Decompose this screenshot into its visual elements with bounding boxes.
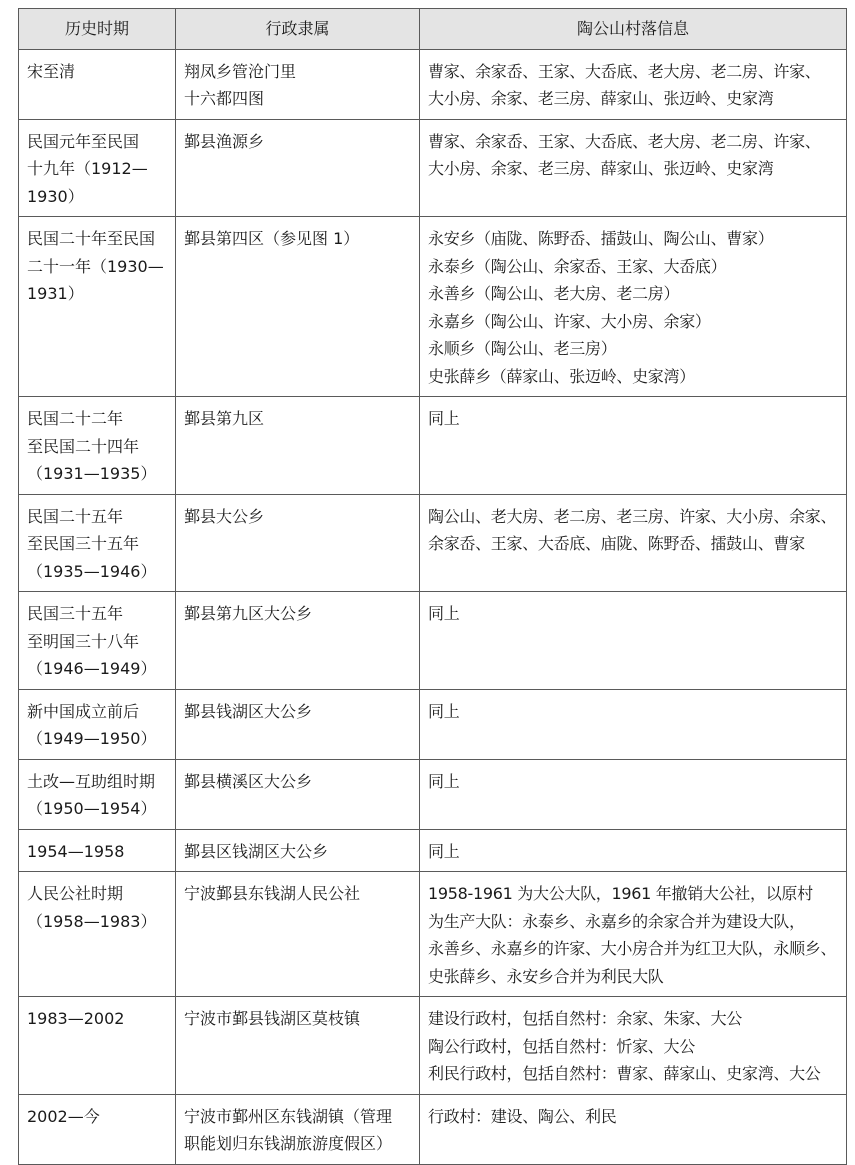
- village-info-line: 史张薛乡（薛家山、张迈岭、史家湾）: [428, 366, 695, 386]
- village-info-cell: [420, 997, 847, 1095]
- period-cell: [19, 997, 176, 1095]
- village-info-cell: [420, 49, 847, 119]
- admin-line: 宁波市鄞县钱湖区莫枝镇: [184, 1009, 361, 1028]
- period-line: 民国二十年至民国: [27, 229, 156, 248]
- village-info-line: 曹家、余家岙、王家、大岙底、老大房、老二房、许家、: [428, 131, 821, 151]
- admin-line: 鄞县第九区: [184, 409, 265, 428]
- village-info-cell: [420, 592, 847, 690]
- period-line: 至民国二十四年: [27, 436, 140, 456]
- period-line: 1983—2002: [27, 1009, 125, 1028]
- history-table-container: [18, 8, 846, 1165]
- village-info-line: 永善乡、永嘉乡的许家、大小房合并为红卫大队，永顺乡、: [428, 939, 837, 958]
- period-line: 新中国成立前后: [27, 701, 140, 721]
- table-row: [19, 592, 847, 690]
- village-info-cell: [420, 759, 847, 829]
- period-line: 民国三十五年: [27, 604, 124, 623]
- period-line: 二十一年（1930—: [27, 256, 164, 276]
- period-cell: [19, 119, 176, 217]
- admin-line: 宁波市鄞州区东钱湖镇（管理: [184, 1106, 393, 1126]
- admin-cell: [176, 829, 420, 872]
- admin-cell: [176, 1094, 420, 1164]
- village-info-line: 永嘉乡（陶公山、许家、大小房、余家）: [428, 311, 711, 331]
- period-line: 1954—1958: [27, 841, 125, 861]
- admin-cell: [176, 592, 420, 690]
- table-row: [19, 689, 847, 759]
- village-info-line: 1958-1961 为大公大队，1961 年撤销大公社，以原村: [428, 884, 813, 903]
- period-line: 土改—互助组时期: [27, 771, 156, 791]
- village-info-cell: [420, 217, 847, 397]
- village-info-line: 利民行政村，包括自然村：曹家、薛家山、史家湾、大公: [428, 1064, 821, 1083]
- village-info-cell: [420, 494, 847, 592]
- period-cell: [19, 689, 176, 759]
- table-row: [19, 997, 847, 1095]
- period-line: 1931）: [27, 284, 84, 303]
- period-cell: [19, 397, 176, 495]
- village-info-line: 同上: [428, 604, 460, 623]
- period-line: 宋至清: [27, 61, 76, 81]
- admin-cell: [176, 759, 420, 829]
- table-row: [19, 119, 847, 217]
- admin-line: 鄞县第四区（参见图 1）: [184, 229, 360, 248]
- admin-line: 宁波鄞县东钱湖人民公社: [184, 884, 361, 903]
- admin-cell: [176, 217, 420, 397]
- period-line: 1930）: [27, 186, 84, 206]
- period-line: 至明国三十八年: [27, 631, 140, 651]
- admin-line: 鄞县横溪区大公乡: [184, 771, 313, 791]
- period-cell: [19, 217, 176, 397]
- period-line: 民国元年至民国: [27, 131, 140, 151]
- village-info-cell: [420, 689, 847, 759]
- village-info-line: 同上: [428, 771, 460, 791]
- admin-cell: [176, 872, 420, 997]
- village-info-line: 为生产大队：永泰乡、永嘉乡的余家合并为建设大队，: [428, 911, 805, 931]
- village-info-line: 史张薛乡、永安乡合并为利民大队: [428, 966, 664, 986]
- table-row: [19, 872, 847, 997]
- period-line: （1949—1950）: [27, 729, 157, 748]
- village-info-line: 陶公山、老大房、老二房、老三房、许家、大小房、余家、: [428, 506, 837, 526]
- village-info-line: 大小房、余家、老三房、薛家山、张迈岭、史家湾: [428, 159, 774, 178]
- table-row: [19, 829, 847, 872]
- village-info-line: 同上: [428, 701, 460, 721]
- village-info-cell: [420, 1094, 847, 1164]
- admin-cell: [176, 494, 420, 592]
- village-info-cell: [420, 829, 847, 872]
- table-row: [19, 1094, 847, 1164]
- village-info-line: 曹家、余家岙、王家、大岙底、老大房、老二房、许家、: [428, 61, 821, 81]
- period-line: 十九年（1912—: [27, 159, 148, 178]
- village-info-line: 余家岙、王家、大岙底、庙陇、陈野岙、擂鼓山、曹家: [428, 534, 805, 553]
- admin-line: 十六都四图: [184, 89, 265, 108]
- table-header: [19, 9, 847, 50]
- period-cell: [19, 1094, 176, 1164]
- village-info-line: 行政村：建设、陶公、利民: [428, 1106, 617, 1126]
- history-table: [18, 8, 847, 1165]
- admin-cell: [176, 689, 420, 759]
- village-info-line: 永善乡（陶公山、老大房、老二房）: [428, 284, 680, 303]
- admin-cell: [176, 119, 420, 217]
- village-info-cell: [420, 872, 847, 997]
- period-line: 人民公社时期: [27, 884, 124, 903]
- period-line: （1958—1983）: [27, 911, 157, 931]
- village-info-line: 永泰乡（陶公山、余家岙、王家、大岙底）: [428, 256, 727, 276]
- village-info-line: 同上: [428, 409, 460, 428]
- period-line: （1950—1954）: [27, 799, 157, 818]
- table-row: [19, 397, 847, 495]
- admin-line: 职能划归东钱湖旅游度假区）: [184, 1134, 393, 1153]
- period-line: 民国二十五年: [27, 506, 124, 526]
- village-info-line: 建设行政村，包括自然村：余家、朱家、大公: [428, 1009, 743, 1028]
- period-line: 民国二十二年: [27, 409, 124, 428]
- period-cell: [19, 49, 176, 119]
- village-info-cell: [420, 397, 847, 495]
- table-row: [19, 217, 847, 397]
- table-row: [19, 49, 847, 119]
- admin-line: 鄞县渔源乡: [184, 131, 265, 151]
- period-cell: [19, 759, 176, 829]
- period-cell: [19, 872, 176, 997]
- village-info-line: 永顺乡（陶公山、老三房）: [428, 339, 617, 358]
- header-admin: 行政隶属: [176, 9, 420, 50]
- admin-cell: [176, 997, 420, 1095]
- admin-line: 翔凤乡管沧门里: [184, 61, 297, 81]
- period-cell: [19, 829, 176, 872]
- village-info-line: 陶公行政村，包括自然村：忻家、大公: [428, 1036, 695, 1056]
- header-period: 历史时期: [19, 9, 176, 50]
- admin-cell: [176, 397, 420, 495]
- village-info-line: 永安乡（庙陇、陈野岙、擂鼓山、陶公山、曹家）: [428, 229, 774, 248]
- table-row: [19, 494, 847, 592]
- period-cell: [19, 494, 176, 592]
- admin-line: 鄞县大公乡: [184, 506, 265, 526]
- village-info-line: 大小房、余家、老三房、薛家山、张迈岭、史家湾: [428, 89, 774, 108]
- table-body: [19, 49, 847, 1164]
- period-line: （1931—1935）: [27, 464, 157, 483]
- admin-line: 鄞县区钱湖区大公乡: [184, 841, 329, 861]
- header-village-info: 陶公山村落信息: [420, 9, 847, 50]
- admin-line: 鄞县钱湖区大公乡: [184, 701, 313, 721]
- period-cell: [19, 592, 176, 690]
- period-line: 2002—今: [27, 1106, 100, 1126]
- header-row: [19, 9, 847, 50]
- period-line: （1946—1949）: [27, 659, 157, 678]
- period-line: 至民国三十五年: [27, 534, 140, 553]
- table-row: [19, 759, 847, 829]
- village-info-cell: [420, 119, 847, 217]
- village-info-line: 同上: [428, 841, 460, 861]
- period-line: （1935—1946）: [27, 561, 157, 581]
- admin-cell: [176, 49, 420, 119]
- admin-line: 鄞县第九区大公乡: [184, 604, 313, 623]
